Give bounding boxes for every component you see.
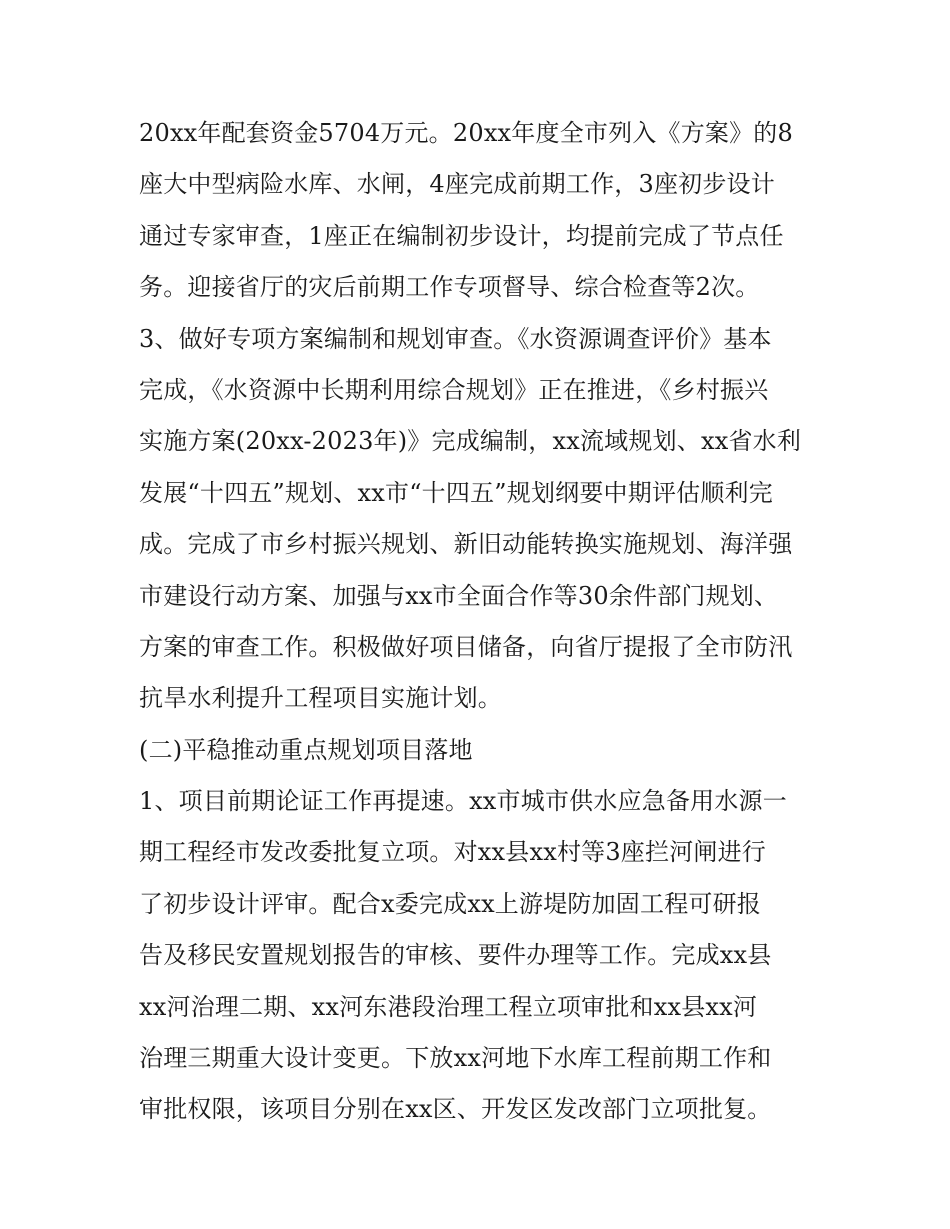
text-line: 3、做好专项方案编制和规划审查。《水资源调查评价》基本 — [139, 324, 772, 353]
text-line: 抗旱水利提升工程项目实施计划。 — [139, 684, 502, 713]
document-body — [139, 108, 819, 1136]
text-line: 座大中型病险水库、水闸，4座完成前期工作，3座初步设计 — [139, 170, 775, 199]
text-line: 务。迎接省厅的灾后前期工作专项督导、综合检查等2次。 — [139, 273, 760, 302]
text-line: 实施方案(20xx-2023年)》完成编制，xx流域规划、xx省水利 — [139, 427, 802, 456]
text-line: 成。完成了市乡村振兴规划、新旧动能转换实施规划、海洋强 — [139, 530, 793, 559]
text-line: xx河治理二期、xx河东港段治理工程立项审批和xx县xx河 — [139, 992, 758, 1021]
text-line: 1、项目前期论证工作再提速。xx市城市供水应急备用水源一 — [139, 787, 787, 816]
text-line: 市建设行动方案、加强与xx市全面合作等30余件部门规划、 — [139, 581, 779, 610]
section-heading: (二)平稳推动重点规划项目落地 — [139, 735, 473, 764]
text-line: 发展“十四五”规划、xx市“十四五”规划纲要中期评估顺利完 — [139, 478, 773, 507]
text-line: 完成，《水资源中长期利用综合规划》正在推进，《乡村振兴 — [139, 375, 769, 404]
text-line: 治理三期重大设计变更。下放xx河地下水库工程前期工作和 — [139, 1044, 772, 1073]
text-line: 20xx年配套资金5704万元。20xx年度全市列入《方案》的8 — [139, 119, 793, 147]
text-line: 审批权限，该项目分别在xx区、开发区发改部门立项批复。 — [139, 1095, 772, 1124]
text-line: 告及移民安置规划报告的审核、要件办理等工作。完成xx县 — [139, 941, 772, 970]
text-line: 期工程经市发改委批复立项。对xx县xx村等3座拦河闸进行 — [139, 838, 767, 867]
text-line: 方案的审查工作。积极做好项目储备，向省厅提报了全市防汛 — [139, 632, 793, 661]
text-line: 了初步设计评审。配合x委完成xx上游堤防加固工程可研报 — [139, 889, 762, 918]
text-line: 通过专家审查，1座正在编制初步设计，均提前完成了节点任 — [139, 221, 784, 250]
